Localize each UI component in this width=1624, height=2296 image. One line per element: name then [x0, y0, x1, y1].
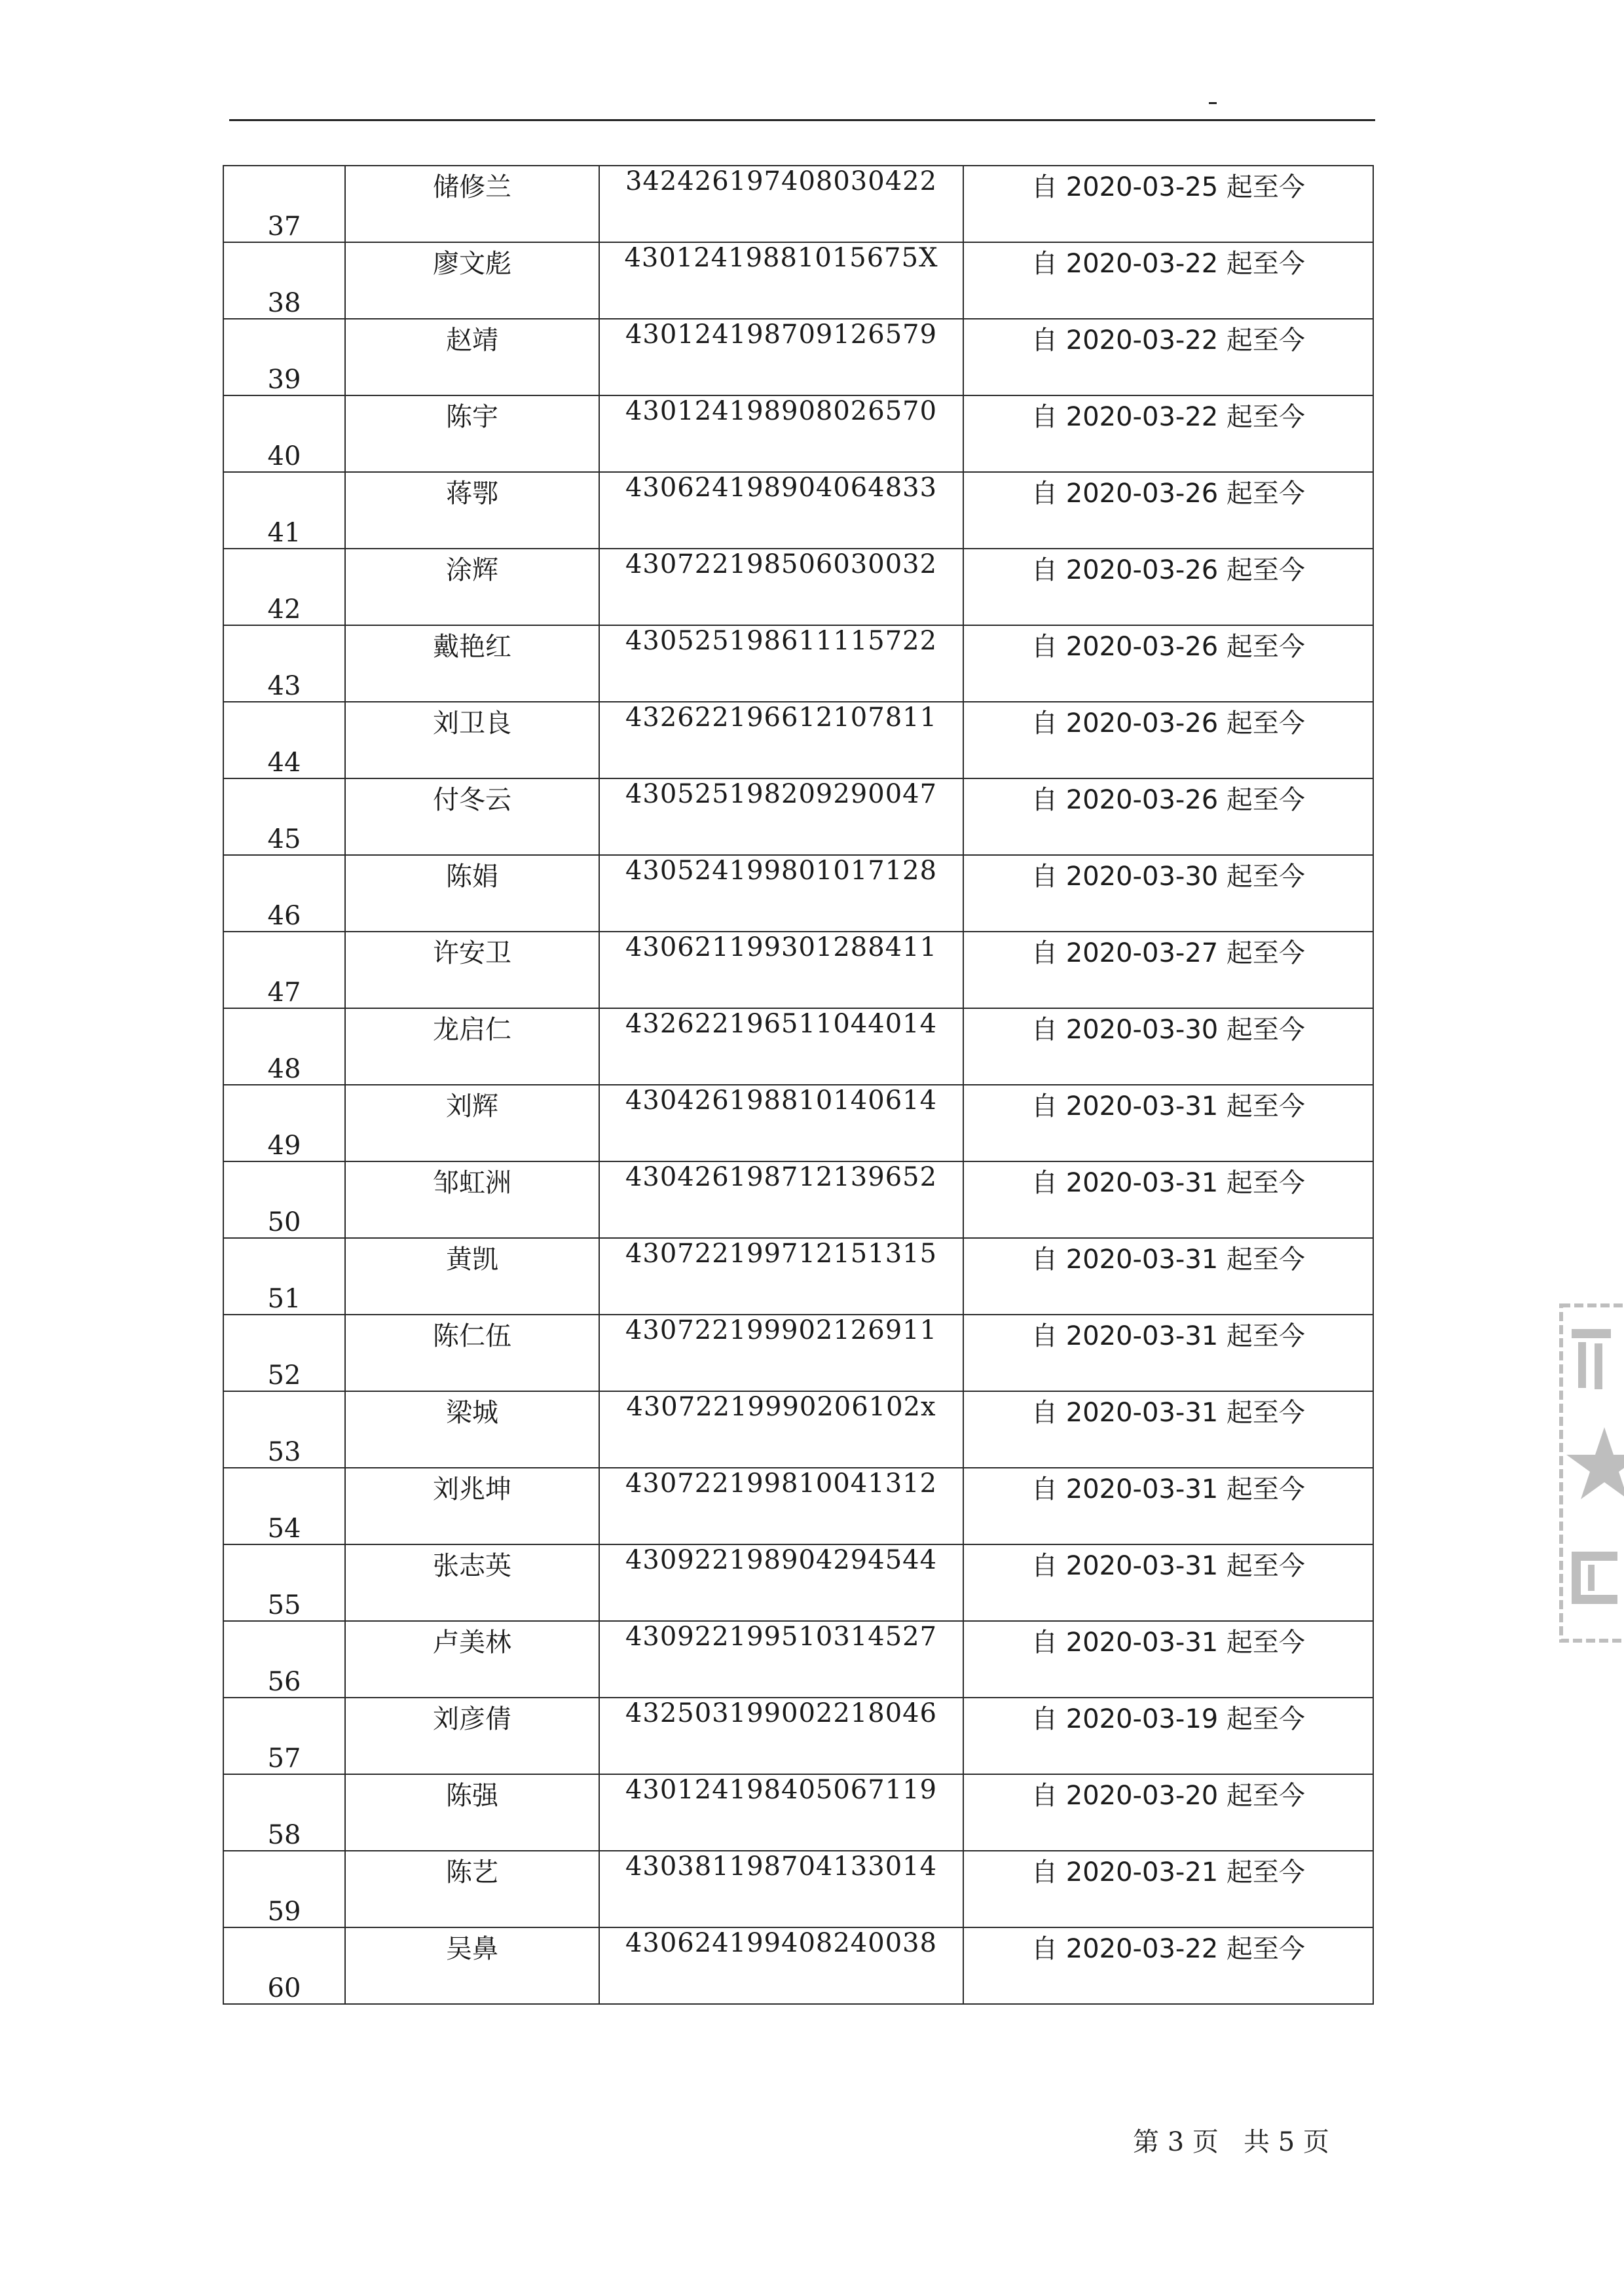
table-row [223, 395, 1373, 472]
employment-period: 自 2020-03-26 起至今 [963, 549, 1373, 625]
row-number: 51 [223, 1238, 345, 1315]
row-number: 55 [223, 1544, 345, 1621]
table-row [223, 1544, 1373, 1621]
row-number: 53 [223, 1391, 345, 1468]
employment-period: 自 2020-03-31 起至今 [963, 1238, 1373, 1315]
row-number: 38 [223, 242, 345, 319]
row-number: 46 [223, 855, 345, 932]
employment-period: 自 2020-03-26 起至今 [963, 778, 1373, 855]
person-name: 陈仁伍 [345, 1315, 599, 1391]
row-number: 44 [223, 702, 345, 778]
table-row [223, 319, 1373, 395]
page-number: 第 3 页 共 5 页 [1133, 2127, 1329, 2157]
row-number: 60 [223, 1927, 345, 2004]
employment-period: 自 2020-03-22 起至今 [963, 319, 1373, 395]
person-name: 刘彦倩 [345, 1698, 599, 1774]
person-name: 涂辉 [345, 549, 599, 625]
person-name: 张志英 [345, 1544, 599, 1621]
row-number: 58 [223, 1774, 345, 1851]
person-name: 付冬云 [345, 778, 599, 855]
person-name: 梁城 [345, 1391, 599, 1468]
person-name: 陈宇 [345, 395, 599, 472]
id-number: 430624198904064833 [599, 472, 963, 549]
table-row [223, 1238, 1373, 1315]
person-name: 陈艺 [345, 1851, 599, 1927]
id-number: 430525198209290047 [599, 778, 963, 855]
person-name: 储修兰 [345, 166, 599, 242]
row-number: 37 [223, 166, 345, 242]
row-number: 39 [223, 319, 345, 395]
id-number: 43012419881015675X [599, 242, 963, 319]
employment-period: 自 2020-03-31 起至今 [963, 1085, 1373, 1161]
row-number: 47 [223, 932, 345, 1008]
employment-period: 自 2020-03-20 起至今 [963, 1774, 1373, 1851]
table-row [223, 1468, 1373, 1544]
employment-period: 自 2020-03-31 起至今 [963, 1315, 1373, 1391]
table-row [223, 1315, 1373, 1391]
employment-period: 自 2020-03-22 起至今 [963, 1927, 1373, 2004]
person-name: 龙启仁 [345, 1008, 599, 1085]
id-number: 430525198611115722 [599, 625, 963, 702]
id-number: 430524199801017128 [599, 855, 963, 932]
table-row [223, 1391, 1373, 1468]
employment-period: 自 2020-03-31 起至今 [963, 1391, 1373, 1468]
row-number: 56 [223, 1621, 345, 1698]
table-row [223, 549, 1373, 625]
header-dash-mark [1209, 102, 1217, 104]
id-number: 430722199712151315 [599, 1238, 963, 1315]
table-row [223, 932, 1373, 1008]
person-name: 戴艳红 [345, 625, 599, 702]
person-name: 刘卫良 [345, 702, 599, 778]
table-row [223, 1774, 1373, 1851]
id-number: 430124198709126579 [599, 319, 963, 395]
row-number: 57 [223, 1698, 345, 1774]
table-row [223, 1161, 1373, 1238]
id-number: 430922199510314527 [599, 1621, 963, 1698]
row-number: 48 [223, 1008, 345, 1085]
personnel-table-body [223, 166, 1373, 2004]
row-number: 42 [223, 549, 345, 625]
id-number: 432622196612107811 [599, 702, 963, 778]
employment-period: 自 2020-03-31 起至今 [963, 1468, 1373, 1544]
row-number: 41 [223, 472, 345, 549]
id-number: 430124198405067119 [599, 1774, 963, 1851]
personnel-table [223, 165, 1374, 2005]
employment-period: 自 2020-03-26 起至今 [963, 472, 1373, 549]
partial-seal-stamp [1559, 1303, 1624, 1643]
table-row [223, 1851, 1373, 1927]
id-number: 430922198904294544 [599, 1544, 963, 1621]
employment-period: 自 2020-03-19 起至今 [963, 1698, 1373, 1774]
row-number: 52 [223, 1315, 345, 1391]
employment-period: 自 2020-03-22 起至今 [963, 395, 1373, 472]
row-number: 50 [223, 1161, 345, 1238]
person-name: 黄凯 [345, 1238, 599, 1315]
employment-period: 自 2020-03-26 起至今 [963, 625, 1373, 702]
person-name: 蒋鄂 [345, 472, 599, 549]
table-row [223, 1621, 1373, 1698]
employment-period: 自 2020-03-27 起至今 [963, 932, 1373, 1008]
id-number: 430426198712139652 [599, 1161, 963, 1238]
id-number: 430722199902126911 [599, 1315, 963, 1391]
table-row [223, 1927, 1373, 2004]
id-number: 43072219990206102x [599, 1391, 963, 1468]
row-number: 54 [223, 1468, 345, 1544]
person-name: 赵靖 [345, 319, 599, 395]
employment-period: 自 2020-03-21 起至今 [963, 1851, 1373, 1927]
table-row [223, 855, 1373, 932]
row-number: 59 [223, 1851, 345, 1927]
table-row [223, 778, 1373, 855]
id-number: 430624199408240038 [599, 1927, 963, 2004]
header-rule [229, 119, 1375, 121]
id-number: 342426197408030422 [599, 166, 963, 242]
employment-period: 自 2020-03-22 起至今 [963, 242, 1373, 319]
person-name: 廖文彪 [345, 242, 599, 319]
employment-period: 自 2020-03-30 起至今 [963, 855, 1373, 932]
id-number: 430124198908026570 [599, 395, 963, 472]
id-number: 430722199810041312 [599, 1468, 963, 1544]
employment-period: 自 2020-03-25 起至今 [963, 166, 1373, 242]
table-row [223, 472, 1373, 549]
person-name: 陈娟 [345, 855, 599, 932]
person-name: 卢美林 [345, 1621, 599, 1698]
table-row [223, 1085, 1373, 1161]
employment-period: 自 2020-03-26 起至今 [963, 702, 1373, 778]
person-name: 吴鼻 [345, 1927, 599, 2004]
person-name: 刘兆坤 [345, 1468, 599, 1544]
person-name: 许安卫 [345, 932, 599, 1008]
id-number: 430426198810140614 [599, 1085, 963, 1161]
employment-period: 自 2020-03-31 起至今 [963, 1621, 1373, 1698]
id-number: 430381198704133014 [599, 1851, 963, 1927]
id-number: 432503199002218046 [599, 1698, 963, 1774]
table-row [223, 242, 1373, 319]
row-number: 45 [223, 778, 345, 855]
table-row [223, 1008, 1373, 1085]
person-name: 陈强 [345, 1774, 599, 1851]
employment-period: 自 2020-03-30 起至今 [963, 1008, 1373, 1085]
employment-period: 自 2020-03-31 起至今 [963, 1544, 1373, 1621]
person-name: 邹虹洲 [345, 1161, 599, 1238]
id-number: 432622196511044014 [599, 1008, 963, 1085]
row-number: 40 [223, 395, 345, 472]
employment-period: 自 2020-03-31 起至今 [963, 1161, 1373, 1238]
row-number: 49 [223, 1085, 345, 1161]
table-row [223, 625, 1373, 702]
id-number: 430621199301288411 [599, 932, 963, 1008]
table-row [223, 166, 1373, 242]
row-number: 43 [223, 625, 345, 702]
table-row [223, 1698, 1373, 1774]
table-row [223, 702, 1373, 778]
id-number: 430722198506030032 [599, 549, 963, 625]
person-name: 刘辉 [345, 1085, 599, 1161]
